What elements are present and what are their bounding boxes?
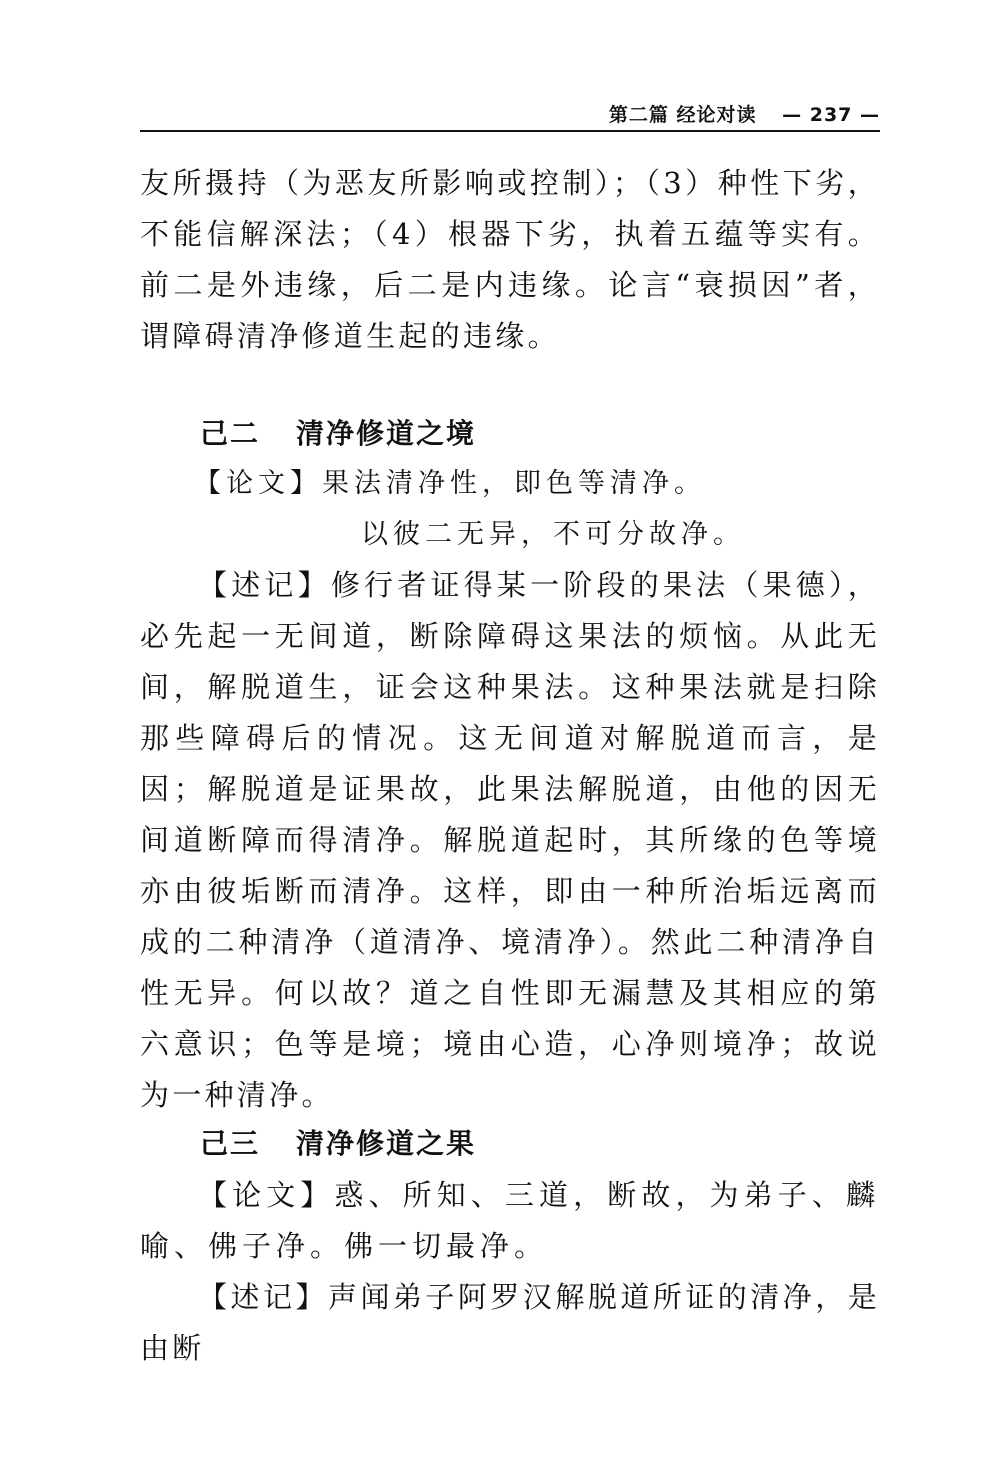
verse-line-2: 以彼二无异，不可分故净。 — [361, 519, 745, 550]
commentary-text: 修行者证得某一阶段的果法（果德），必先起一无间道，断除障碍这果法的烦恼。从此无间，解脱道生，证会这种果法。这种果法就是扫除那些障碍后的情况。这无间道对解脱道而言，是因；解脱道是证果故，此果法解脱道，由他的因无间道断障而得清净。解脱道起时，其所缘的色等境亦由彼垢断而清净。这样，即由一种所治垢远离而成的二种清净（道清净、境清净）。然此二种清净自性无异。何以故？道之自性即无漏慧及其相应的第六意识；色等是境；境由心造，心净则境净；故说为一种清净。 — [140, 568, 880, 1112]
paragraph-continuation — [140, 158, 880, 362]
verse-tag: 【论文】 — [194, 468, 322, 499]
verse-tag: 【论文】 — [198, 1178, 335, 1212]
section-heading-3 — [200, 1122, 880, 1162]
page-number: — 237 — — [782, 104, 880, 126]
section-number: 己三 — [200, 1127, 261, 1160]
commentary-block-2 — [140, 560, 880, 1121]
section-title: 清净修道之境 — [296, 417, 477, 450]
verse-block-2 — [194, 458, 880, 560]
section-heading-2 — [200, 412, 880, 452]
section-number: 己二 — [200, 417, 261, 450]
running-header — [140, 100, 880, 127]
header-rule — [140, 130, 880, 132]
commentary-text: 声闻弟子阿罗汉解脱道所证的清净，是由断 — [140, 1280, 881, 1365]
commentary-paragraph — [140, 1272, 880, 1374]
verse-paragraph — [140, 1170, 880, 1272]
running-title: 第二篇 经论对读 — [608, 104, 757, 126]
commentary-block-3 — [140, 1272, 880, 1374]
paragraph-text: 友所摄持（为恶友所影响或控制）；（3）种性下劣，不能信解深法；（4）根器下劣，执着五蕴等实有。前二是外违缘，后二是内违缘。论言“衰损因”者，谓障碍清净修道生起的违缘。 — [140, 166, 880, 353]
verse-block-3 — [140, 1170, 880, 1272]
verse-text: 惑、所知、三道，断故，为弟子、麟喻、佛子净。佛一切最净。 — [140, 1178, 880, 1263]
commentary-paragraph — [140, 560, 880, 1121]
commentary-tag: 【述记】 — [198, 568, 331, 602]
commentary-tag: 【述记】 — [198, 1280, 328, 1314]
verse-line-1: 果法清净性，即色等清净。 — [322, 468, 706, 499]
section-title: 清净修道之果 — [296, 1127, 477, 1160]
